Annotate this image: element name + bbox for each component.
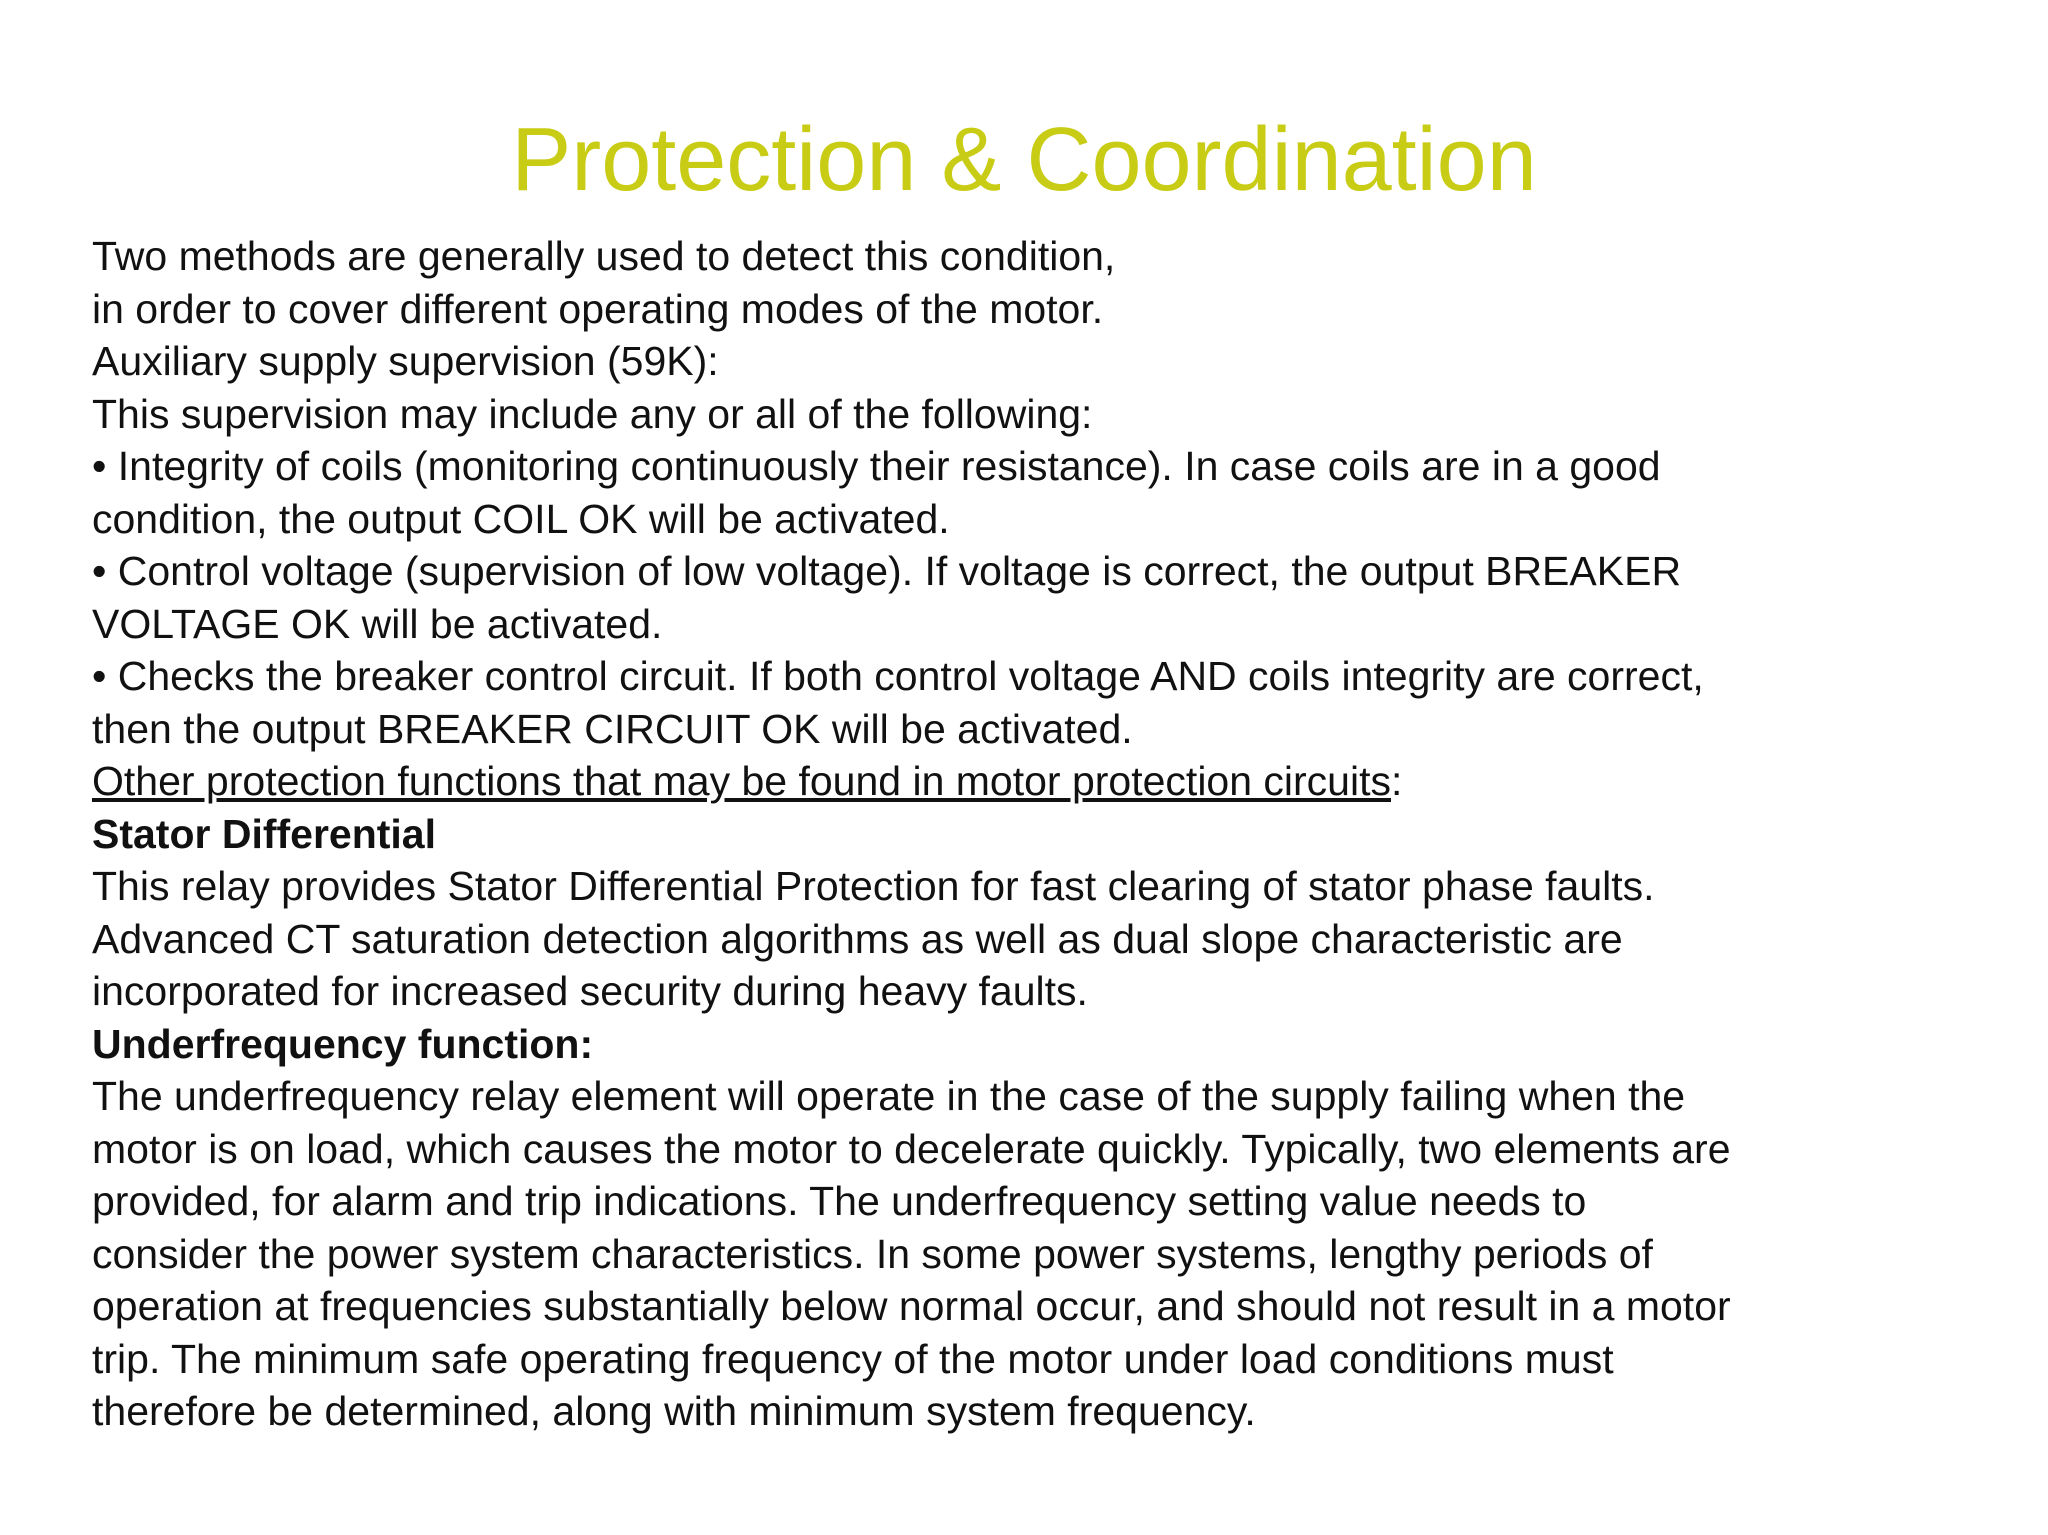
stator-differential-heading: Stator Differential bbox=[92, 810, 436, 857]
underfrequency-line: The underfrequency relay element will operate in the case of the supply failing when the bbox=[92, 1073, 1686, 1119]
underfrequency-line: provided, for alarm and trip indications. The underfrequency setting value needs to bbox=[92, 1178, 1587, 1224]
other-functions-colon: : bbox=[1391, 758, 1403, 804]
bullet-voltage-line: • Control voltage (supervision of low voltage). If voltage is correct, the output BREAKER bbox=[92, 548, 1682, 594]
body-line: Two methods are generally used to detect this condition, bbox=[92, 233, 1116, 279]
underfrequency-line: operation at frequencies substantially below normal occur, and should not result in a motor bbox=[92, 1283, 1731, 1329]
slide-title: Protection & Coordination bbox=[511, 110, 1537, 210]
underfrequency-heading: Underfrequency function: bbox=[92, 1020, 594, 1067]
underfrequency-line: trip. The minimum safe operating frequency of the motor under load conditions must bbox=[92, 1335, 1614, 1382]
stator-line: incorporated for increased security during heavy faults. bbox=[92, 968, 1088, 1014]
body-line: condition, the output COIL OK will be activated. bbox=[92, 495, 950, 542]
underfrequency-line: motor is on load, which causes the motor to decelerate quickly. Typically, two elements are bbox=[92, 1125, 1731, 1172]
bullet-circuit-line: • Checks the breaker control circuit. If both control voltage AND coils integrity are correct, bbox=[92, 653, 1704, 699]
other-functions-link[interactable]: Other protection functions that may be found in motor protection circuits bbox=[92, 758, 1391, 804]
other-functions-heading bbox=[92, 755, 2012, 808]
underfrequency-line: consider the power system characteristics. In some power systems, lengthy periods of bbox=[92, 1230, 1653, 1277]
body-line: This supervision may include any or all of the following: bbox=[92, 390, 1093, 437]
body-line: then the output BREAKER CIRCUIT OK will be activated. bbox=[92, 705, 1133, 752]
underfrequency-line: therefore be determined, along with minimum system frequency. bbox=[92, 1388, 1256, 1434]
body-line: Auxiliary supply supervision (59K): bbox=[92, 338, 719, 384]
stator-line: This relay provides Stator Differential Protection for fast clearing of stator phase faults. bbox=[92, 863, 1655, 909]
body-line: in order to cover different operating modes of the motor. bbox=[92, 285, 1104, 332]
stator-line: Advanced CT saturation detection algorithms as well as dual slope characteristic are bbox=[92, 915, 1623, 962]
slide-body bbox=[92, 230, 2012, 1438]
body-line: VOLTAGE OK will be activated. bbox=[92, 600, 663, 647]
bullet-coils-line: • Integrity of coils (monitoring continuously their resistance). In case coils are in a good bbox=[92, 443, 1661, 489]
